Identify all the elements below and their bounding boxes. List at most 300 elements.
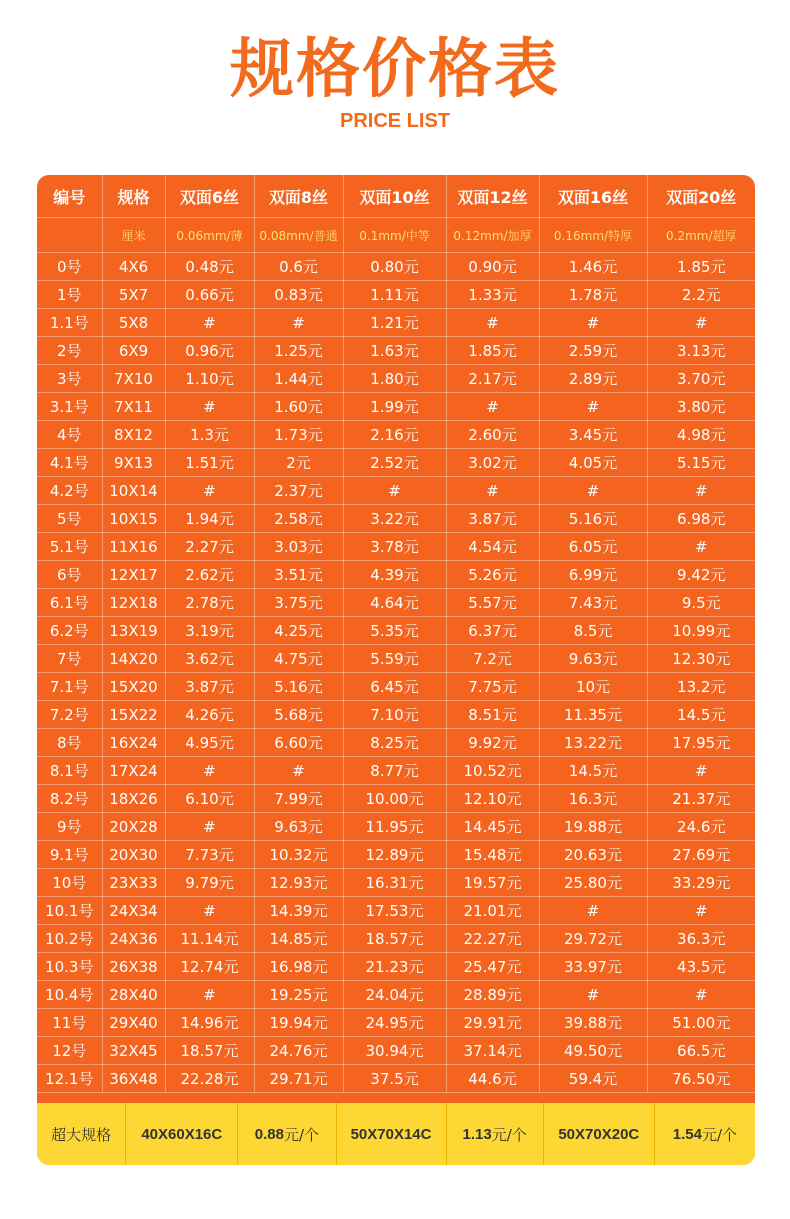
table-cell: 9X13 [102,449,165,477]
table-cell: 2.60元 [446,421,539,449]
table-cell: 27.69元 [647,841,755,869]
table-cell: 0.6元 [254,253,343,281]
table-cell: 9.63元 [539,645,647,673]
table-cell: # [446,393,539,421]
table-cell: 18.57元 [343,925,446,953]
table-cell: 5.68元 [254,701,343,729]
table-cell: 18.57元 [165,1037,254,1065]
column-subheader: 0.06mm/薄 [165,218,254,253]
table-cell: 9号 [37,813,102,841]
table-cell: 17X24 [102,757,165,785]
table-cell: 1.44元 [254,365,343,393]
table-cell: 7.99元 [254,785,343,813]
table-cell: 0号 [37,253,102,281]
table-cell: 3号 [37,365,102,393]
table-cell: 12.74元 [165,953,254,981]
table-cell: 15.48元 [446,841,539,869]
table-cell: 9.92元 [446,729,539,757]
table-cell: 2.2元 [647,281,755,309]
table-row [37,365,755,393]
table-cell: 17.95元 [647,729,755,757]
column-header: 编号 [37,175,102,218]
table-cell: 1.94元 [165,505,254,533]
table-cell: # [165,981,254,1009]
table-cell: # [446,477,539,505]
table-cell: # [647,533,755,561]
table-cell: 4X6 [102,253,165,281]
table-cell: 12.30元 [647,645,755,673]
table-cell: 9.5元 [647,589,755,617]
oversize-unit: 元/个 [701,1125,738,1144]
table-cell: 28.89元 [446,981,539,1009]
table-cell: 51.00元 [647,1009,755,1037]
table-header-row [37,175,755,218]
table-cell: 30.94元 [343,1037,446,1065]
table-cell: 6.60元 [254,729,343,757]
table-cell: 21.23元 [343,953,446,981]
column-header: 规格 [102,175,165,218]
table-cell: 10元 [539,673,647,701]
table-cell: 25.80元 [539,869,647,897]
table-row [37,981,755,1009]
table-cell: 9.1号 [37,841,102,869]
table-cell: 12X17 [102,561,165,589]
table-cell: 36.3元 [647,925,755,953]
column-header: 双面16丝 [539,175,647,218]
table-cell: 8.51元 [446,701,539,729]
table-cell: 4.25元 [254,617,343,645]
table-cell: 4.95元 [165,729,254,757]
table-cell: # [647,309,755,337]
table-cell: 22.27元 [446,925,539,953]
table-cell: # [539,981,647,1009]
page-title: 规格价格表 [230,33,560,107]
table-cell: 10.00元 [343,785,446,813]
table-row [37,561,755,589]
table-row [37,253,755,281]
table-cell: 2元 [254,449,343,477]
table-row [37,449,755,477]
table-cell: 4号 [37,421,102,449]
table-cell: 24.76元 [254,1037,343,1065]
table-cell: 10.52元 [446,757,539,785]
oversize-price-cell [447,1103,544,1165]
table-cell: 14.39元 [254,897,343,925]
table-cell: 16.31元 [343,869,446,897]
table-cell: 11.95元 [343,813,446,841]
table-cell: 1.80元 [343,365,446,393]
table-row [37,701,755,729]
table-cell: 1.78元 [539,281,647,309]
table-cell: 19.94元 [254,1009,343,1037]
table-cell: 0.96元 [165,337,254,365]
table-cell: 3.62元 [165,645,254,673]
table-row [37,421,755,449]
table-cell: # [446,309,539,337]
price-table [37,175,755,1093]
table-cell: 13X19 [102,617,165,645]
table-cell: 44.6元 [446,1065,539,1093]
table-cell: 11.14元 [165,925,254,953]
table-cell: 11号 [37,1009,102,1037]
table-cell: 2.58元 [254,505,343,533]
table-cell: 11.35元 [539,701,647,729]
table-cell: 24X36 [102,925,165,953]
table-cell: 10号 [37,869,102,897]
table-cell: 8.5元 [539,617,647,645]
table-row [37,477,755,505]
table-row [37,1065,755,1093]
table-cell: 2.27元 [165,533,254,561]
table-cell: 5X7 [102,281,165,309]
table-cell: 0.83元 [254,281,343,309]
table-cell: 3.22元 [343,505,446,533]
table-cell: 33.29元 [647,869,755,897]
table-cell: 6.37元 [446,617,539,645]
table-row [37,925,755,953]
column-subheader: 0.16mm/特厚 [539,218,647,253]
table-cell: # [165,757,254,785]
table-cell: 1.99元 [343,393,446,421]
table-row [37,617,755,645]
table-cell: 16X24 [102,729,165,757]
table-cell: 10.4号 [37,981,102,1009]
table-cell: 32X45 [102,1037,165,1065]
page-subtitle: PRICE LIST [339,110,450,132]
table-cell: 1.1号 [37,309,102,337]
column-header: 双面12丝 [446,175,539,218]
table-cell: 20.63元 [539,841,647,869]
table-cell: # [647,477,755,505]
table-cell: 13.2元 [647,673,755,701]
table-cell: # [539,477,647,505]
table-cell: 3.87元 [165,673,254,701]
table-cell: 3.1号 [37,393,102,421]
table-cell: 26X38 [102,953,165,981]
table-cell: 5号 [37,505,102,533]
table-cell: 19.25元 [254,981,343,1009]
table-cell: 8.77元 [343,757,446,785]
table-cell: 18X26 [102,785,165,813]
table-cell: 5.16元 [254,673,343,701]
table-cell: 7.73元 [165,841,254,869]
table-row [37,393,755,421]
table-cell: 29.72元 [539,925,647,953]
table-cell: 0.66元 [165,281,254,309]
oversize-price-cell [655,1103,755,1165]
table-cell: 24.04元 [343,981,446,1009]
table-row [37,533,755,561]
table-cell: 3.13元 [647,337,755,365]
oversize-price: 0.88 [254,1125,284,1143]
table-cell: 6.05元 [539,533,647,561]
table-cell: 15X22 [102,701,165,729]
table-cell: 2.17元 [446,365,539,393]
column-subheader: 0.08mm/普通 [254,218,343,253]
table-cell: 3.19元 [165,617,254,645]
table-cell: 3.80元 [647,393,755,421]
table-cell: 43.5元 [647,953,755,981]
table-cell: 13.22元 [539,729,647,757]
table-cell: 9.79元 [165,869,254,897]
table-cell: 1.73元 [254,421,343,449]
table-cell: 1.10元 [165,365,254,393]
table-cell: 29.71元 [254,1065,343,1093]
table-cell: # [647,757,755,785]
table-row [37,785,755,813]
table-cell: 7.75元 [446,673,539,701]
table-cell: 23X33 [102,869,165,897]
table-cell: 12号 [37,1037,102,1065]
table-cell: 0.80元 [343,253,446,281]
table-cell: 21.37元 [647,785,755,813]
table-row [37,953,755,981]
table-cell: 3.45元 [539,421,647,449]
table-cell: 8号 [37,729,102,757]
table-cell: 3.02元 [446,449,539,477]
table-cell: 0.48元 [165,253,254,281]
table-cell: 12X18 [102,589,165,617]
table-cell: 2.37元 [254,477,343,505]
table-cell: 6.45元 [343,673,446,701]
table-cell: 14.96元 [165,1009,254,1037]
table-cell: 1.11元 [343,281,446,309]
table-cell: 59.4元 [539,1065,647,1093]
table-row [37,897,755,925]
table-cell: 8.2号 [37,785,102,813]
table-cell: 29.91元 [446,1009,539,1037]
table-cell: # [165,393,254,421]
table-cell: 12.1号 [37,1065,102,1093]
table-row [37,729,755,757]
table-row [37,337,755,365]
column-subheader [37,218,102,253]
price-table-card [37,175,755,1165]
table-cell: 7X11 [102,393,165,421]
table-cell: 7.2号 [37,701,102,729]
table-cell: 14X20 [102,645,165,673]
column-header: 双面10丝 [343,175,446,218]
table-cell: 5.1号 [37,533,102,561]
table-cell: 9.42元 [647,561,755,589]
table-cell: 4.98元 [647,421,755,449]
table-cell: 12.10元 [446,785,539,813]
table-cell: 12.93元 [254,869,343,897]
table-cell: 20X28 [102,813,165,841]
table-cell: # [539,897,647,925]
table-cell: 8.1号 [37,757,102,785]
table-cell: 33.97元 [539,953,647,981]
table-cell: 1.33元 [446,281,539,309]
table-row [37,645,755,673]
table-cell: 5.59元 [343,645,446,673]
table-cell: # [647,981,755,1009]
table-cell: 6.98元 [647,505,755,533]
table-row [37,841,755,869]
table-cell: 16.3元 [539,785,647,813]
table-cell: 0.90元 [446,253,539,281]
table-cell: 7.2元 [446,645,539,673]
table-cell: 3.87元 [446,505,539,533]
table-cell: 2.16元 [343,421,446,449]
table-cell: 1.63元 [343,337,446,365]
table-cell: 49.50元 [539,1037,647,1065]
table-cell: 37.14元 [446,1037,539,1065]
column-subheader: 0.12mm/加厚 [446,218,539,253]
column-subheader: 厘米 [102,218,165,253]
table-cell: 4.2号 [37,477,102,505]
column-header: 双面6丝 [165,175,254,218]
table-cell: 5X8 [102,309,165,337]
table-cell: 28X40 [102,981,165,1009]
table-row [37,673,755,701]
column-header: 双面8丝 [254,175,343,218]
table-cell: 39.88元 [539,1009,647,1037]
table-row [37,505,755,533]
table-cell: 5.57元 [446,589,539,617]
table-row [37,1037,755,1065]
table-cell: 7.43元 [539,589,647,617]
table-cell: 21.01元 [446,897,539,925]
table-cell: 5.26元 [446,561,539,589]
table-cell: 20X30 [102,841,165,869]
table-cell: 24.6元 [647,813,755,841]
table-cell: 6号 [37,561,102,589]
table-row [37,309,755,337]
table-cell: 14.5元 [539,757,647,785]
table-cell: 10.32元 [254,841,343,869]
table-cell: 7.10元 [343,701,446,729]
table-cell: 4.54元 [446,533,539,561]
table-cell: # [165,477,254,505]
oversize-size: 50X70X20C [544,1103,655,1165]
table-cell: 1.3元 [165,421,254,449]
table-cell: 3.75元 [254,589,343,617]
table-cell: 14.45元 [446,813,539,841]
table-cell: 29X40 [102,1009,165,1037]
table-cell: # [539,393,647,421]
table-cell: 8X12 [102,421,165,449]
table-cell: 2.62元 [165,561,254,589]
table-cell: 1.85元 [446,337,539,365]
table-cell: 10X14 [102,477,165,505]
column-header: 双面20丝 [647,175,755,218]
table-cell: 9.63元 [254,813,343,841]
oversize-price-cell [238,1103,336,1165]
table-cell: 6.2号 [37,617,102,645]
table-cell: # [165,813,254,841]
oversize-size: 40X60X16C [126,1103,238,1165]
table-subheader-row [37,218,755,253]
table-cell: 16.98元 [254,953,343,981]
table-cell: 6.99元 [539,561,647,589]
table-cell: 66.5元 [647,1037,755,1065]
table-cell: 14.5元 [647,701,755,729]
table-cell: 19.88元 [539,813,647,841]
table-cell: 76.50元 [647,1065,755,1093]
table-cell: 10.3号 [37,953,102,981]
oversize-unit: 元/个 [283,1125,320,1144]
table-row [37,869,755,897]
oversize-price: 1.13 [462,1125,492,1143]
table-cell: 22.28元 [165,1065,254,1093]
table-cell: 1.60元 [254,393,343,421]
table-cell: 3.51元 [254,561,343,589]
table-cell: 4.05元 [539,449,647,477]
table-cell: 11X16 [102,533,165,561]
table-body [37,253,755,1093]
table-cell: # [165,309,254,337]
table-cell: 5.16元 [539,505,647,533]
table-cell: 1.46元 [539,253,647,281]
table-cell: 6.1号 [37,589,102,617]
table-row [37,813,755,841]
table-row [37,757,755,785]
table-cell: 10.99元 [647,617,755,645]
table-cell: 8.25元 [343,729,446,757]
table-cell: 2.78元 [165,589,254,617]
table-cell: # [343,477,446,505]
table-cell: 1.25元 [254,337,343,365]
table-cell: 25.47元 [446,953,539,981]
table-cell: 12.89元 [343,841,446,869]
table-cell: 24X34 [102,897,165,925]
table-cell: 19.57元 [446,869,539,897]
table-cell: 1号 [37,281,102,309]
table-cell: # [254,757,343,785]
table-cell: 5.15元 [647,449,755,477]
table-cell: 10.2号 [37,925,102,953]
table-cell: 37.5元 [343,1065,446,1093]
table-cell: 10X15 [102,505,165,533]
oversize-label: 超大规格 [37,1103,126,1165]
table-cell: 3.03元 [254,533,343,561]
table-cell: # [165,897,254,925]
table-row [37,281,755,309]
oversize-footer [37,1103,755,1165]
table-cell: 4.26元 [165,701,254,729]
table-cell: 17.53元 [343,897,446,925]
table-cell: # [647,897,755,925]
table-cell: 1.21元 [343,309,446,337]
table-cell: 7X10 [102,365,165,393]
table-cell: 7号 [37,645,102,673]
table-cell: 2.59元 [539,337,647,365]
table-cell: 2.89元 [539,365,647,393]
table-cell: 24.95元 [343,1009,446,1037]
table-cell: 14.85元 [254,925,343,953]
table-cell: # [539,309,647,337]
table-cell: 36X48 [102,1065,165,1093]
table-row [37,1009,755,1037]
table-cell: 1.51元 [165,449,254,477]
oversize-price: 1.54 [672,1125,702,1143]
table-cell: 7.1号 [37,673,102,701]
oversize-unit: 元/个 [491,1125,527,1144]
table-cell: 2号 [37,337,102,365]
table-cell: # [254,309,343,337]
column-subheader: 0.1mm/中等 [343,218,446,253]
table-cell: 4.39元 [343,561,446,589]
table-cell: 4.75元 [254,645,343,673]
table-cell: 6.10元 [165,785,254,813]
table-cell: 3.78元 [343,533,446,561]
table-cell: 3.70元 [647,365,755,393]
table-cell: 4.64元 [343,589,446,617]
table-cell: 1.85元 [647,253,755,281]
table-cell: 5.35元 [343,617,446,645]
oversize-size: 50X70X14C [337,1103,447,1165]
